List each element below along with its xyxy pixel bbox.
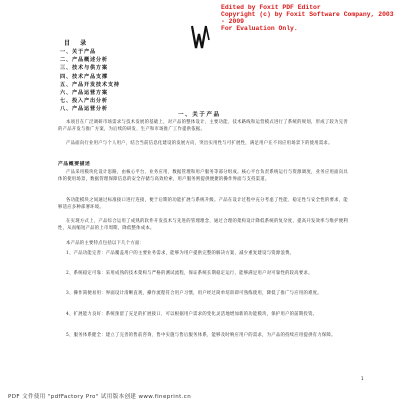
overview-heading: 产品概要描述 [58, 162, 91, 167]
intro-paragraph-1: 本项目在广泛调研市场需求与技术发展的基础上，对产品的整体设计、主要功能、技术路线和运营模式进行了系统的规划，形成了较为完善的产品开发与推广方案，为后续的研发、生产和市场推广工作提供依据。 [58, 120, 348, 132]
feature-item-1: 1、产品功能完善：产品覆盖用户的主要业务需求，能够为用户提供完整的解决方案，减少重复建设与资源浪费。 [66, 251, 295, 256]
watermark-line-2: Copyright (c) by Foxit Software Company, 2003 - 2009 [221, 11, 394, 25]
toc-item[interactable]: 三、技术与供方案 [60, 65, 108, 72]
feature-item-5: 5、服务体系健全：建立了完善的售前咨询、售中实施与售后服务体系，能够及时响应用户的需求，为产品的持续应用提供有力保障。 [66, 333, 336, 338]
watermark-line-1: Edited by Foxit PDF Editor [221, 4, 321, 11]
watermark-line-3: For Evaluation Only. [221, 25, 298, 32]
toc-title: 目 录 [64, 40, 91, 47]
page-number: 1 [361, 376, 364, 381]
toc-item[interactable]: 二、产品概述分析 [60, 57, 108, 64]
toc-item[interactable]: 八、产品运营分析 [60, 106, 108, 113]
intro-paragraph-2: 产品面向行业用户与个人用户，结合当前信息化建设的发展方向，突出实用性与可扩展性，满足用户在不同应用场景下的使用需求。 [66, 141, 333, 146]
overview-paragraph-2: 各功能模块之间通过标准接口进行连接，便于后期的功能扩展与系统升级。产品在设计过程中充分考虑了性能、稳定性与安全性的要求，能够适应多种部署环境。 [58, 198, 348, 210]
toc-item[interactable]: 七、投入产出分析 [60, 98, 108, 105]
evaluation-watermark [221, 4, 400, 32]
feature-item-2: 2、系统稳定可靠：采用成熟的技术架构与严格的测试流程，保证系统长期稳定运行，能够满足用户对可靠性的较高要求。 [66, 271, 313, 276]
feature-list-intro: 本产品的主要特点包括以下几个方面： [66, 241, 145, 246]
toc-item[interactable]: 四、技术产品支撑 [60, 73, 108, 80]
feature-item-4: 4、扩展能力良好：系统预留了充足的扩展接口，可以根据用户需求的变化灵活地增加新的功能模块，保护用户的前期投资。 [66, 312, 318, 317]
section-heading: 一、关于产品 [178, 112, 221, 118]
feature-item-3: 3、操作简便易用：界面设计清晰直观，操作流程符合用户习惯，用户经过简单培训即可熟练使用，降低了推广与应用的难度。 [66, 291, 322, 296]
toc-item[interactable]: 一、关于产品 [60, 49, 96, 55]
pdf-footer-notice: PDF 文件使用 "pdfFactory Pro" 试用版本创建 www.fineprint.cn [8, 394, 192, 400]
toc-item[interactable]: 五、产品开发技术支持 [60, 81, 120, 88]
stylized-ww-logo-icon [190, 22, 212, 52]
overview-paragraph-1: 产品采用模块化设计思路，由核心平台、业务应用、数据管理和用户服务等部分组成。核心平台负责系统运行与资源调度，业务应用面向具体的使用场景，数据管理保障信息的安全存储与高效检索，用户服务则提供便捷的操作界面与支持渠道。 [58, 170, 348, 182]
overview-paragraph-3: 在实现方式上，产品综合运用了成熟的软件开发技术与先进的管理理念，通过合理的架构设计降低系统的复杂度，提高开发效率与维护便利性，从而缩短产品的上市周期，降低整体成本。 [58, 219, 348, 231]
table-of-contents [60, 48, 120, 114]
toc-item[interactable]: 六、产品运营方案 [60, 90, 108, 97]
